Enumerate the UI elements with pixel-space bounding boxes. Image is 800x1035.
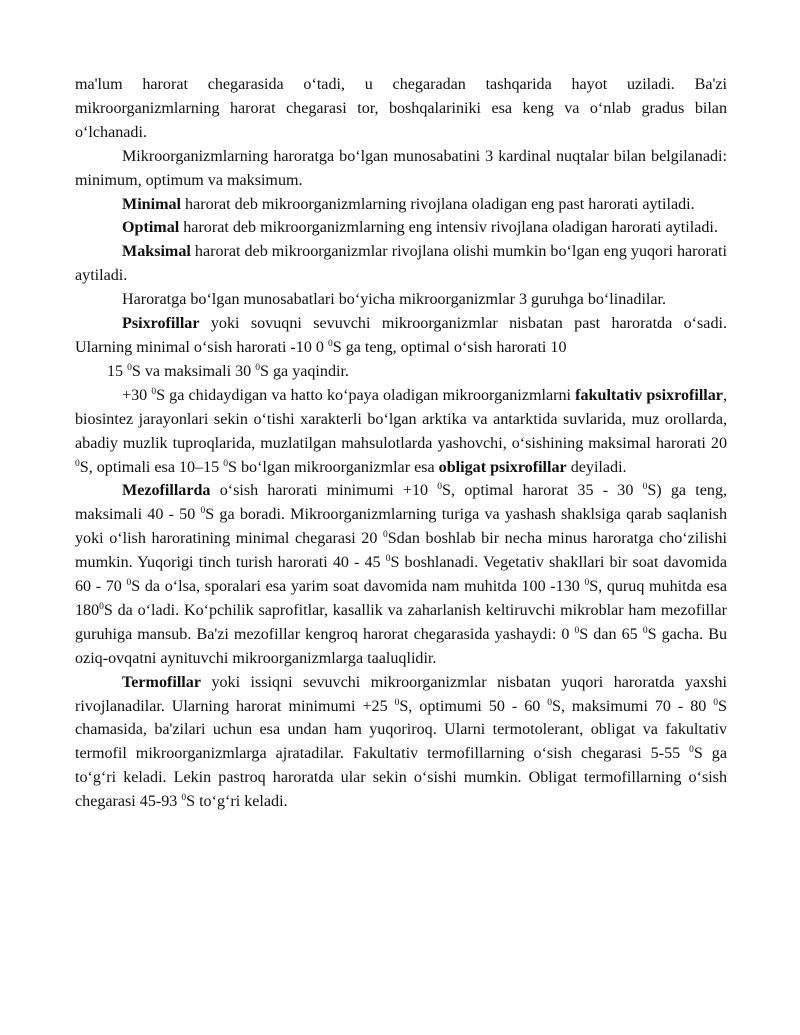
paragraph-maksimal <box>75 240 727 288</box>
degree-superscript: 0 <box>642 625 648 636</box>
degree-superscript: 0 <box>99 601 104 612</box>
text-run: S, maksimumi 70 - 80 <box>552 697 714 715</box>
term-minimal: Minimal <box>122 195 182 213</box>
degree-superscript: 0 <box>547 697 552 708</box>
paragraph-psixrofillar <box>75 312 727 360</box>
degree-superscript: 0 <box>200 506 206 517</box>
text-run: S ga yaqindir. <box>260 362 349 380</box>
text-run: S boshlanadi. Vegetativ shakllari bir soat davomida 60 - 70 <box>75 554 727 596</box>
text-run: S gacha. Bu oziq-ovqatni aynituvchi mikroorganizmlarga taaluqlidir. <box>75 625 728 667</box>
paragraph-intro: ma'lum harorat chegarasida o‘tadi, u chegaradan tashqarida hayot uziladi. Ba'zi mikroorganizmlarning harorat chegarasi tor, boshqalariniki esa keng va o‘nlab gradus bilan o‘lchanadi. <box>75 76 727 141</box>
degree-superscript: 0 <box>689 745 694 756</box>
degree-superscript: 0 <box>382 530 388 541</box>
paragraph-termofillar <box>75 671 727 814</box>
paragraph-cardinal-points: Mikroorganizmlarning haroratga bo‘lgan munosabatini 3 kardinal nuqtalar bilan belgilanadi: minimum, optimum va maksimum. <box>75 147 727 189</box>
term-termofillar: Termofillar <box>122 673 201 691</box>
term-optimal: Optimal <box>122 219 180 237</box>
paragraph-minimal <box>75 193 727 217</box>
term-obligat-psixrofillar: obligat psixrofillar <box>438 458 567 476</box>
degree-superscript: 0 <box>255 362 260 373</box>
degree-superscript: 0 <box>151 386 157 397</box>
degree-superscript: 0 <box>327 338 333 349</box>
text-run: S va maksimali 30 <box>131 362 256 380</box>
text-run: S chamasida, ba'zilari uchun esa undan ham yuqoriroq. Ularni termotolerant, obligat va fakultativ termofil mikroorganizmlarga ajratadilar. Fakultativ termofillarning o‘sish chegarasi 5-55 <box>75 697 727 763</box>
paragraph-psixrofillar-cont <box>75 360 727 384</box>
text-run: S to‘g‘ri keladi. <box>186 793 288 811</box>
paragraph-optimal <box>75 216 727 240</box>
text-run: S ga to‘g‘ri keladi. Lekin pastroq haroratda ular sekin o‘sishi mumkin. Obligat termofillarning o‘sish chegarasi 45-93 <box>75 745 727 811</box>
text-run: S, optimali esa 10–15 <box>79 458 224 476</box>
degree-superscript: 0 <box>642 482 648 493</box>
text-run: S dan 65 <box>579 625 643 643</box>
text-run: , biosintez jarayonlari sekin o‘tishi xarakterli bo‘lgan arktika va antarktida suvlarida, muz orollarda, abadiy muzlik tuproqlarida, muzlatilgan mahsulotlarda yashovchi, o‘sishining maksimal harorati 20 <box>75 386 727 452</box>
degree-superscript: 0 <box>75 458 80 469</box>
term-fakultativ-psixrofillar: fakultativ psixrofillar <box>575 386 723 404</box>
paragraph-mezofillar <box>75 479 727 670</box>
degree-superscript: 0 <box>437 482 443 493</box>
text-run: S, optimumi 50 - 60 <box>399 697 548 715</box>
degree-superscript: 0 <box>223 458 228 469</box>
text-run: S, quruq muhitda esa 180 <box>75 578 727 619</box>
text-run: S, optimal harorat 35 - 30 <box>442 482 643 500</box>
text-run: S bo‘lgan mikroorganizmlar esa <box>228 458 439 476</box>
text-run: S ga teng, optimal o‘sish harorati 10 <box>332 338 567 356</box>
text-run: Sdan boshlab bir necha minus haroratga cho‘zilishi mumkin. Yuqorigi tinch turish harorati 40 - 45 <box>75 530 727 572</box>
text-run: +30 <box>122 386 152 404</box>
term-psixrofillar: Psixrofillar <box>122 315 200 333</box>
document-page <box>75 73 727 814</box>
text-run: S) ga teng, maksimali 40 - 50 <box>75 482 728 524</box>
text-run: S ga boradi. Mikroorganizmlarning turiga va yashash shaklsiga qarab saqlanish yoki o‘lish haroratining minimal chegarasi 20 <box>75 506 728 548</box>
text-run: 15 <box>107 362 128 380</box>
degree-superscript: 0 <box>385 554 391 565</box>
text-run: o‘sish harorati minimumi +10 <box>210 482 438 500</box>
text-run: yoki issiqni sevuvchi mikroorganizmlar nisbatan yuqori haroratda yaxshi rivojlanadilar. Ularning harorat minimumi +25 <box>75 673 727 715</box>
text-run: S da o‘lsa, sporalari esa yarim soat davomida nam muhitda 100 -130 <box>131 578 585 596</box>
text-run: yoki sovuqni sevuvchi mikroorganizmlar nisbatan past haroratda o‘sadi. Ularning minimal o‘sish harorati -10 0 <box>75 315 727 356</box>
term-maksimal: Maksimal <box>122 243 191 261</box>
degree-superscript: 0 <box>181 793 187 804</box>
degree-superscript: 0 <box>394 697 400 708</box>
degree-superscript: 0 <box>713 697 719 708</box>
text-run: deyiladi. <box>566 458 627 476</box>
degree-superscript: 0 <box>584 578 590 589</box>
degree-superscript: 0 <box>126 578 132 589</box>
text-run: harorat deb mikroorganizmlarning rivojlana oladigan eng past harorati aytiladi. <box>181 195 695 213</box>
degree-superscript: 0 <box>574 625 580 636</box>
degree-superscript: 0 <box>127 362 132 373</box>
term-mezofillar: Mezofillarda <box>122 482 211 500</box>
text-run: harorat deb mikroorganizmlarning eng intensiv rivojlana oladigan harorati aytiladi. <box>179 219 718 237</box>
paragraph-fakultativ-psixrofillar <box>75 384 727 480</box>
paragraph-groups: Haroratga bo‘lgan munosabatlari bo‘yicha mikroorganizmlar 3 guruhga bo‘linadilar. <box>122 291 667 309</box>
text-run: harorat deb mikroorganizmlar rivojlana olishi mumkin bo‘lgan eng yuqori harorati aytiladi. <box>75 243 727 285</box>
text-run: S ga chidaydigan va hatto ko‘paya oladigan mikroorganizmlarni <box>156 386 576 404</box>
text-run: S da o‘ladi. Ko‘pchilik saprofitlar, kasallik va zaharlanish keltiruvchi mikroblar ham mezofillar guruhiga mansub. Ba'zi mezofillar kengroq harorat chegarasida yashaydi: 0 <box>75 601 727 643</box>
